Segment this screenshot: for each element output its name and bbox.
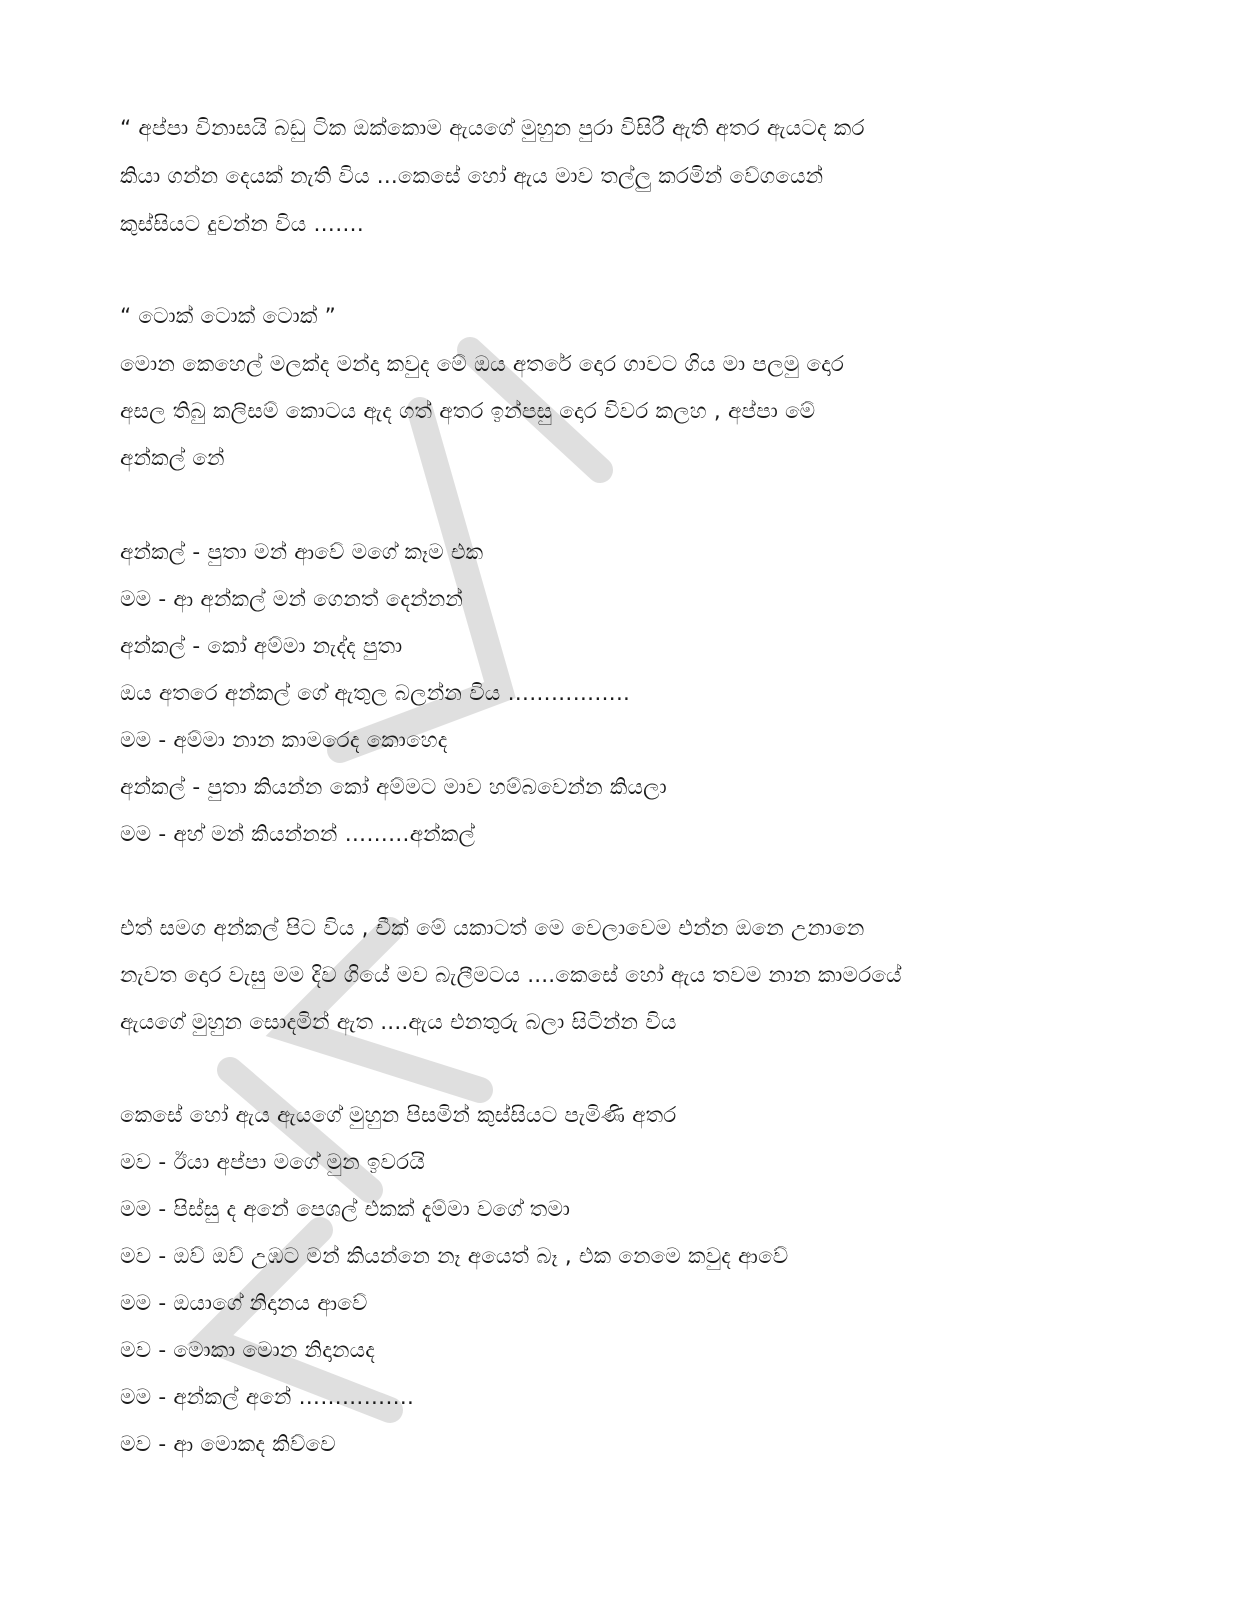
paragraph3-line-1: එත් සමග අන්කල් පිට විය , චීක් මේ යකාටත් මෙ වෙලාවෙම එන්න ඔනෙ උනානෙ (120, 916, 865, 941)
dialogue2-line-1: කෙසේ හෝ ඇය ඇයගේ මුහුන පිසමින් කුස්සියට පැමිණි අතර (120, 1103, 677, 1128)
dialogue1-line-4: ඔය අතරෙ අන්කල් ගේ ඇතුල බලන්න විය …………….. (120, 681, 631, 706)
dialogue2-line-7: මම - අන්කල් අනේ ……………. (120, 1385, 415, 1410)
paragraph1-line-1: “ අප්පා විනාසයි බඩු ටික ඔක්කොම ඇයගේ මුහුන පුරා විසිරී ඇති අතර ඇයටද කර (120, 116, 865, 141)
dialogue2-line-4: මව - ඔව් ඔව් උඹට මන් කියන්නෙ නෑ අයෙත් බෑ , එක නෙමෙ කවුද ආවේ (120, 1244, 789, 1269)
dialogue1-line-1: අන්කල් - පුතා මන් ආවේ මගේ කෑම එක (120, 540, 484, 565)
paragraph2-line-2: මොන කෙහෙල් මලක්ද මන්දා කවුද මේ ඔය අතරේ දොර ගාවට ගිය මා පලමු දොර (120, 352, 845, 377)
paragraph2-line-3: අසල තිබු කලිසම් කොටය ඇද ගත් අතර ඉන්පසු දොර විවර කලහ , අප්පා මේ (120, 399, 816, 424)
paragraph2-line-4: අන්කල් නේ (120, 446, 225, 471)
paragraph1-line-3: කුස්සියට දුවන්න විය ……. (120, 212, 364, 237)
dialogue2-line-6: මව - මොකා මොන නිදානයද (120, 1338, 376, 1363)
dialogue1-line-7: මම - අහ් මන් කියන්නන් ………අන්කල් (120, 822, 476, 847)
dialogue1-line-5: මම - අම්මා නාන කාමරෙද කොහෙද (120, 728, 448, 753)
dialogue1-line-2: මම - ආ අන්කල් මන් ගෙනත් දෙන්නන් (120, 587, 464, 612)
paragraph1-line-2: කියා ගන්න දෙයක් නැති විය ...කෙසේ හෝ ඇය මාව තල්ලු කරමින් වේගයෙන් (120, 164, 824, 189)
dialogue2-line-5: මම - ඔයාගේ නිදානය ආවේ (120, 1291, 368, 1316)
paragraph3-line-3: ඇයගේ මුහුන සොදමින් ඇත ....ඇය එනතුරු බලා සිටින්න විය (120, 1010, 677, 1035)
paragraph3-line-2: නැවත දොර වැසු මම දිව ගියේ මව බැලීමටය ....කෙසේ හෝ ඇය තවම නාන කාමරයේ (120, 963, 902, 988)
dialogue2-line-8: මව - ආ මොකද කිව්වෙ (120, 1432, 336, 1457)
dialogue2-line-2: මව - ඊයා අප්පා මගේ මුන ඉවරයි (120, 1150, 426, 1175)
dialogue1-line-6: අන්කල් - පුතා කියන්න කෝ අම්මට මාව හම්බවෙන්න කියලා (120, 775, 667, 800)
paragraph2-line-1: “ ටොක් ටොක් ටොක් ” (120, 304, 336, 329)
dialogue2-line-3: මම - පිස්සු ද අනේ පෙශල් එකක් දැම්මා වගේ තමා (120, 1197, 571, 1222)
dialogue1-line-3: අන්කල් - කෝ අම්මා නැද්ද පුතා (120, 634, 403, 659)
